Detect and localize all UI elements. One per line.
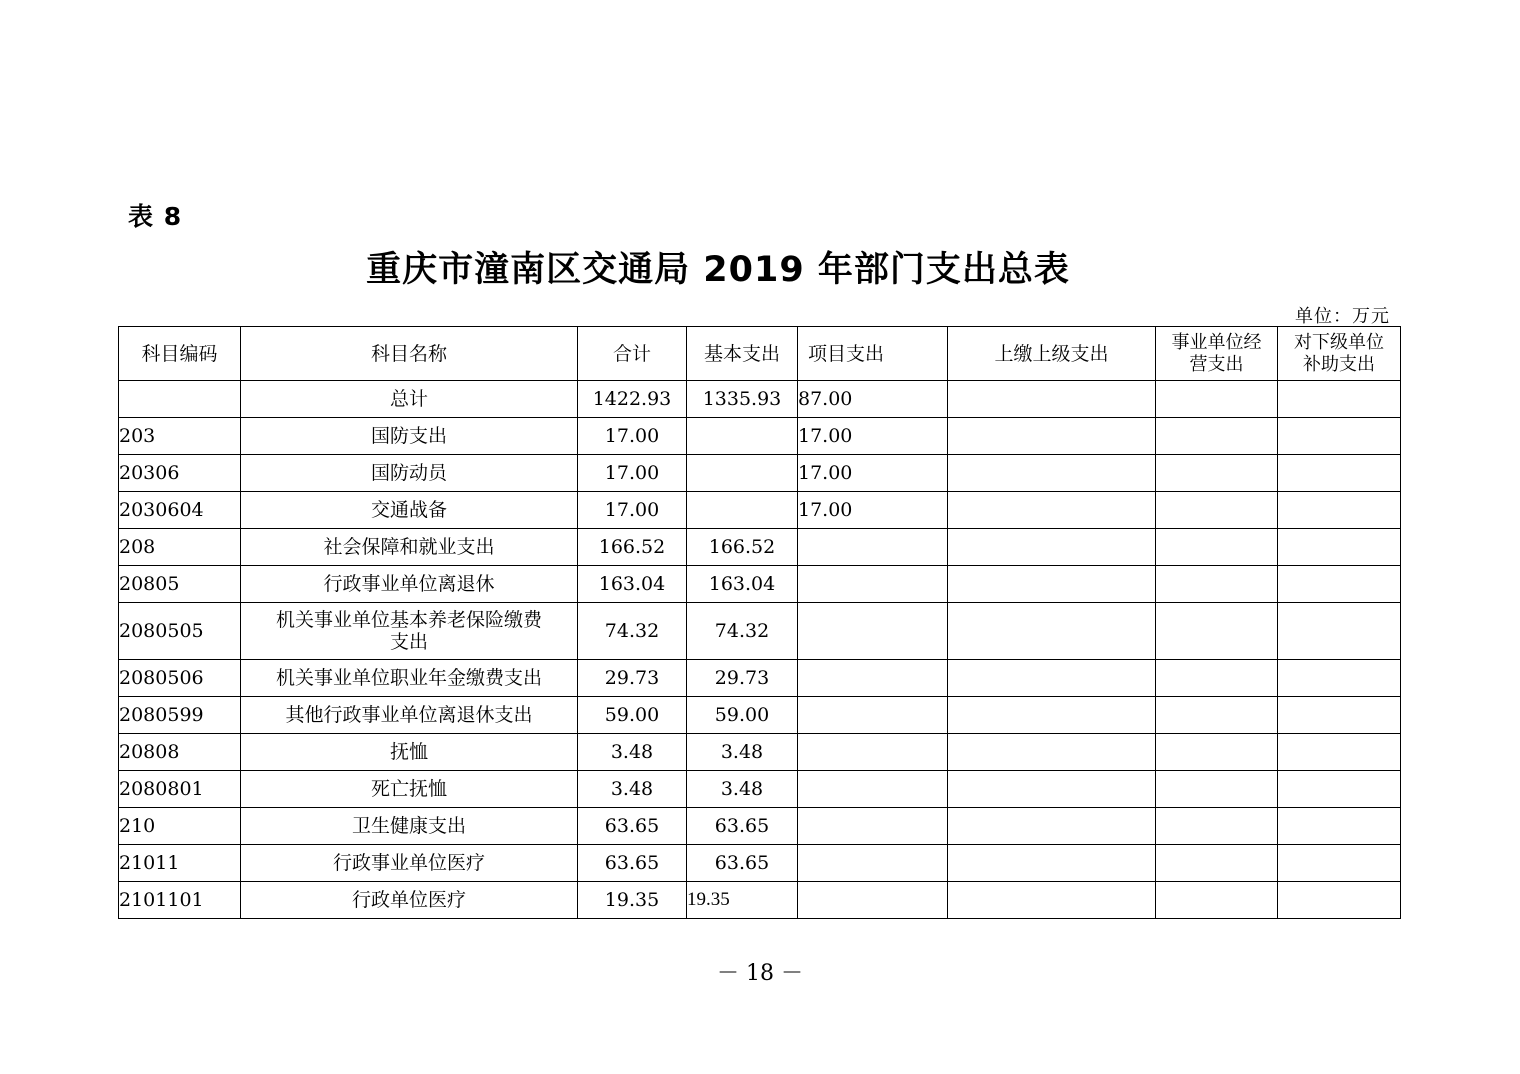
column-header-business-line1: 事业单位经 (1171, 331, 1262, 353)
cell-business (1156, 697, 1278, 734)
table-row (119, 882, 1401, 919)
cell-total: 63.65 (578, 808, 687, 845)
cell-subsidy (1278, 566, 1401, 603)
cell-total: 3.48 (578, 771, 687, 808)
cell-code: 2080506 (119, 660, 241, 697)
cell-upper (948, 882, 1156, 919)
cell-basic: 59.00 (687, 697, 798, 734)
column-header-basic: 基本支出 (687, 327, 798, 381)
cell-business (1156, 381, 1278, 418)
column-header-upper: 上缴上级支出 (948, 327, 1156, 381)
cell-business (1156, 529, 1278, 566)
cell-total: 29.73 (578, 660, 687, 697)
cell-project (798, 808, 948, 845)
table-row (119, 808, 1401, 845)
cell-basic: 19.35 (687, 882, 798, 919)
cell-name: 死亡抚恤 (241, 771, 578, 808)
cell-name: 总计 (241, 381, 578, 418)
cell-project: 17.00 (798, 492, 948, 529)
cell-business (1156, 418, 1278, 455)
cell-total: 17.00 (578, 492, 687, 529)
cell-name: 国防动员 (241, 455, 578, 492)
cell-subsidy (1278, 492, 1401, 529)
column-header-total: 合计 (578, 327, 687, 381)
table-row (119, 418, 1401, 455)
cell-project (798, 882, 948, 919)
cell-subsidy (1278, 734, 1401, 771)
cell-code: 21011 (119, 845, 241, 882)
cell-code: 203 (119, 418, 241, 455)
cell-business (1156, 455, 1278, 492)
cell-code (119, 381, 241, 418)
cell-basic: 163.04 (687, 566, 798, 603)
cell-name: 其他行政事业单位离退休支出 (241, 697, 578, 734)
cell-total: 3.48 (578, 734, 687, 771)
cell-subsidy (1278, 418, 1401, 455)
cell-code: 20306 (119, 455, 241, 492)
table-row (119, 697, 1401, 734)
cell-business (1156, 660, 1278, 697)
cell-project (798, 771, 948, 808)
cell-business (1156, 603, 1278, 660)
cell-total: 17.00 (578, 418, 687, 455)
cell-subsidy (1278, 381, 1401, 418)
cell-subsidy (1278, 660, 1401, 697)
cell-basic (687, 418, 798, 455)
cell-business (1156, 845, 1278, 882)
cell-basic: 63.65 (687, 808, 798, 845)
cell-total: 74.32 (578, 603, 687, 660)
cell-project: 17.00 (798, 418, 948, 455)
cell-basic: 166.52 (687, 529, 798, 566)
cell-code: 2080599 (119, 697, 241, 734)
cell-code: 2101101 (119, 882, 241, 919)
cell-name: 行政单位医疗 (241, 882, 578, 919)
column-header-business (1156, 327, 1278, 381)
cell-business (1156, 808, 1278, 845)
cell-total: 17.00 (578, 455, 687, 492)
cell-basic (687, 492, 798, 529)
table-row (119, 566, 1401, 603)
cell-code: 2080801 (119, 771, 241, 808)
cell-upper (948, 603, 1156, 660)
cell-name (241, 603, 578, 660)
cell-name-line1: 机关事业单位基本养老保险缴费 (275, 609, 542, 631)
cell-code: 2080505 (119, 603, 241, 660)
column-header-subsidy (1278, 327, 1401, 381)
cell-project (798, 603, 948, 660)
expense-table (118, 326, 1401, 919)
cell-subsidy (1278, 882, 1401, 919)
column-header-subsidy-line1: 对下级单位 (1294, 331, 1384, 353)
cell-code: 208 (119, 529, 241, 566)
cell-basic: 3.48 (687, 771, 798, 808)
cell-code: 20808 (119, 734, 241, 771)
cell-name: 社会保障和就业支出 (241, 529, 578, 566)
cell-name: 卫生健康支出 (241, 808, 578, 845)
cell-total: 1422.93 (578, 381, 687, 418)
page-number: － 18 － (717, 961, 803, 986)
column-header-name: 科目名称 (241, 327, 578, 381)
cell-upper (948, 660, 1156, 697)
cell-name-line2: 支出 (389, 631, 428, 653)
cell-total: 166.52 (578, 529, 687, 566)
cell-project (798, 845, 948, 882)
cell-name: 抚恤 (241, 734, 578, 771)
cell-basic: 1335.93 (687, 381, 798, 418)
header-row (119, 327, 1401, 381)
cell-total: 59.00 (578, 697, 687, 734)
cell-basic: 74.32 (687, 603, 798, 660)
cell-subsidy (1278, 455, 1401, 492)
cell-name: 行政事业单位离退休 (241, 566, 578, 603)
table-row (119, 603, 1401, 660)
cell-project: 17.00 (798, 455, 948, 492)
cell-upper (948, 845, 1156, 882)
cell-name: 国防支出 (241, 418, 578, 455)
cell-basic: 63.65 (687, 845, 798, 882)
cell-upper (948, 566, 1156, 603)
cell-project (798, 660, 948, 697)
cell-code: 210 (119, 808, 241, 845)
column-header-project: 项目支出 (798, 327, 948, 381)
cell-basic: 29.73 (687, 660, 798, 697)
column-header-code: 科目编码 (119, 327, 241, 381)
cell-upper (948, 418, 1156, 455)
cell-business (1156, 492, 1278, 529)
cell-code: 20805 (119, 566, 241, 603)
cell-project (798, 734, 948, 771)
cell-basic: 3.48 (687, 734, 798, 771)
column-header-subsidy-line2: 补助支出 (1303, 353, 1375, 375)
cell-basic (687, 455, 798, 492)
cell-subsidy (1278, 697, 1401, 734)
document-title: 重庆市潼南区交通局 2019 年部门支出总表 (366, 250, 1070, 290)
cell-code: 2030604 (119, 492, 241, 529)
table-label: 表 8 (128, 202, 183, 231)
table-row (119, 529, 1401, 566)
cell-upper (948, 381, 1156, 418)
cell-subsidy (1278, 529, 1401, 566)
table-row (119, 455, 1401, 492)
cell-name: 交通战备 (241, 492, 578, 529)
table-row (119, 381, 1401, 418)
cell-project (798, 529, 948, 566)
cell-total: 19.35 (578, 882, 687, 919)
cell-subsidy (1278, 845, 1401, 882)
cell-upper (948, 771, 1156, 808)
cell-project (798, 566, 948, 603)
cell-business (1156, 734, 1278, 771)
table-row (119, 771, 1401, 808)
cell-subsidy (1278, 603, 1401, 660)
column-header-business-line2: 营支出 (1189, 353, 1244, 375)
cell-upper (948, 492, 1156, 529)
cell-total: 63.65 (578, 845, 687, 882)
cell-total: 163.04 (578, 566, 687, 603)
cell-name: 机关事业单位职业年金缴费支出 (241, 660, 578, 697)
cell-subsidy (1278, 808, 1401, 845)
table-row (119, 845, 1401, 882)
table-row (119, 492, 1401, 529)
cell-business (1156, 771, 1278, 808)
cell-upper (948, 697, 1156, 734)
cell-name: 行政事业单位医疗 (241, 845, 578, 882)
unit-note: 单位：万元 (1295, 306, 1390, 327)
table-row (119, 734, 1401, 771)
cell-project: 87.00 (798, 381, 948, 418)
table-row (119, 660, 1401, 697)
cell-upper (948, 455, 1156, 492)
cell-upper (948, 808, 1156, 845)
cell-upper (948, 529, 1156, 566)
cell-project (798, 697, 948, 734)
cell-upper (948, 734, 1156, 771)
cell-business (1156, 566, 1278, 603)
cell-business (1156, 882, 1278, 919)
cell-subsidy (1278, 771, 1401, 808)
